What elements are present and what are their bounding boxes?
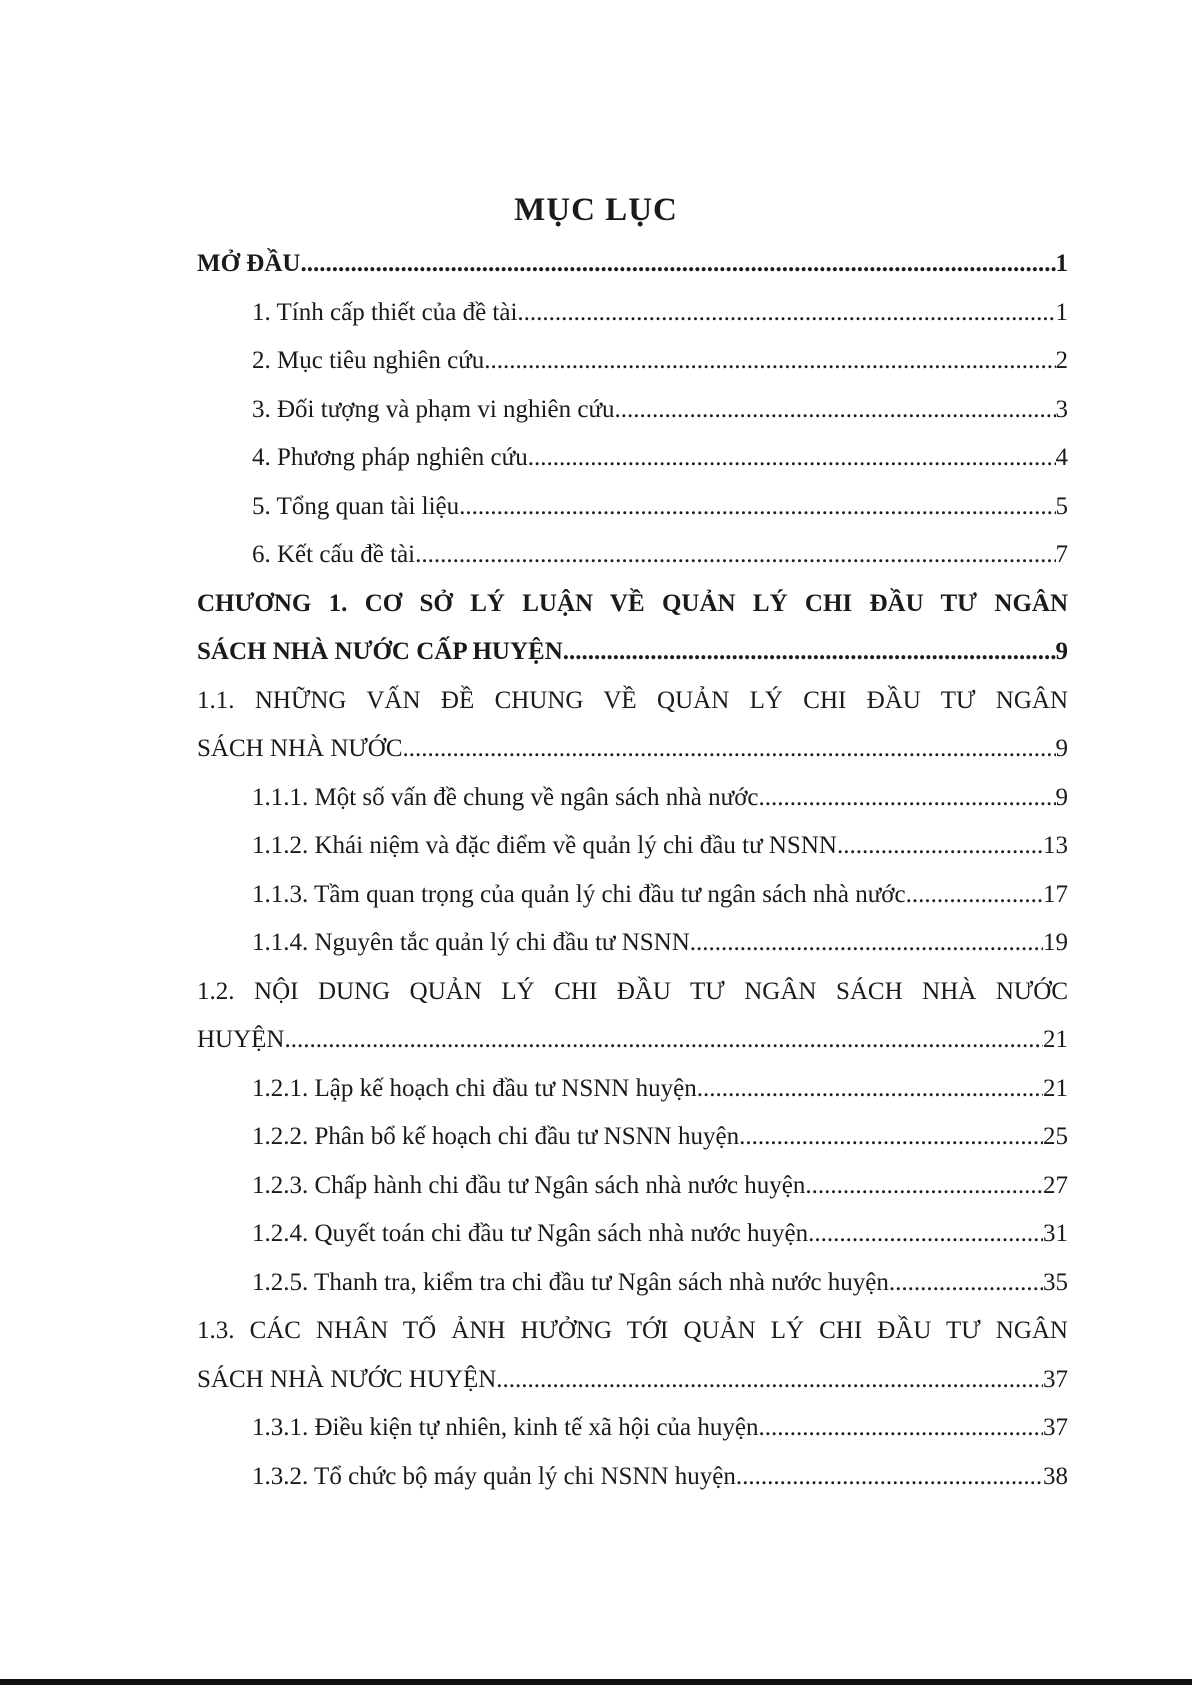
toc-entry[interactable] (197, 240, 1068, 289)
toc-entry[interactable] (197, 1356, 1068, 1405)
toc-entry[interactable] (197, 1113, 1068, 1162)
toc-page-number: 1 (1055, 298, 1068, 326)
toc-entry-text: 1.2.1. Lập kế hoạch chi đầu tư NSNN huyện (252, 1074, 697, 1102)
dot-leader (415, 531, 1055, 580)
toc-entry-text: 4. Phương pháp nghiên cứu (252, 444, 528, 471)
dot-leader (403, 725, 1056, 774)
toc-entry[interactable] (197, 919, 1068, 968)
toc-page-number: 38 (1043, 1462, 1068, 1490)
toc-title: MỤC LỤC (514, 192, 678, 228)
toc-page-number: 7 (1055, 541, 1068, 568)
dot-leader (906, 871, 1043, 920)
toc-page-number: 13 (1043, 832, 1068, 859)
dot-leader (459, 483, 1055, 532)
toc-entry[interactable] (197, 1453, 1068, 1502)
toc-heading-line: 1.1. NHỮNG VẤN ĐỀ CHUNG VỀ QUẢN LÝ CHI ĐẦU TƯ NGÂN (197, 686, 1068, 714)
toc-page-number: 25 (1043, 1123, 1068, 1150)
toc-page-number: 35 (1043, 1268, 1068, 1296)
toc-entry-text: 1.3.1. Điều kiện tự nhiên, kinh tế xã hội của huyện (252, 1414, 759, 1441)
dot-leader (739, 1113, 1043, 1162)
bottom-border (0, 1679, 1192, 1685)
toc-entry-text: HUYỆN (197, 1026, 285, 1053)
toc-entry-text: SÁCH NHÀ NƯỚC (197, 735, 403, 762)
dot-leader (736, 1453, 1043, 1502)
toc-entry[interactable] (197, 1259, 1068, 1308)
toc-page-number: 21 (1043, 1026, 1068, 1053)
dot-leader (615, 386, 1056, 435)
toc-entry[interactable] (197, 531, 1068, 580)
toc-page-number: 21 (1043, 1074, 1068, 1102)
toc-entry[interactable] (197, 628, 1068, 677)
toc-entry[interactable] (197, 725, 1068, 774)
dot-leader (517, 289, 1055, 338)
toc-entry-text: 1.2.2. Phân bổ kế hoạch chi đầu tư NSNN huyện (252, 1123, 740, 1150)
toc-entry-text: 3. Đối tượng và phạm vi nghiên cứu (252, 395, 615, 423)
dot-leader (528, 434, 1056, 483)
toc-page-number: 17 (1043, 880, 1068, 908)
toc-page-number: 4 (1055, 444, 1068, 471)
toc-entry-text: 1.1.3. Tầm quan trọng của quản lý chi đầu tư ngân sách nhà nước (252, 880, 906, 908)
toc-entry-text: 1.2.4. Quyết toán chi đầu tư Ngân sách nhà nước huyện (252, 1220, 809, 1247)
toc-entry-text: 1.1.2. Khái niệm và đặc điểm về quản lý chi đầu tư NSNN (252, 832, 837, 859)
toc-entry[interactable] (197, 1065, 1068, 1114)
toc-entry-text: 1.3.2. Tổ chức bộ máy quản lý chi NSNN huyện (252, 1462, 736, 1490)
dot-leader (300, 240, 1055, 289)
toc-entry-text: 1.1.4. Nguyên tắc quản lý chi đầu tư NSNN (252, 929, 690, 956)
dot-leader (837, 822, 1043, 871)
toc-page-number: 2 (1055, 347, 1068, 374)
toc-entry[interactable] (197, 337, 1068, 386)
toc-entry-text: 2. Mục tiêu nghiên cứu (252, 347, 485, 374)
toc-entry-text: SÁCH NHÀ NƯỚC HUYỆN (197, 1365, 497, 1393)
dot-leader (805, 1162, 1043, 1211)
dot-leader (484, 337, 1055, 386)
toc-entry-text: 1.2.3. Chấp hành chi đầu tư Ngân sách nhà nước huyện (252, 1171, 806, 1199)
toc-entry-text: 5. Tổng quan tài liệu (252, 492, 460, 520)
toc-entry-text: 6. Kết cấu đề tài (252, 541, 416, 568)
toc-page-number: 37 (1043, 1365, 1068, 1393)
toc-entry[interactable] (197, 774, 1068, 823)
toc-list (197, 240, 1068, 1501)
toc-entry-text: 1. Tính cấp thiết của đề tài (252, 298, 518, 326)
toc-entry-text: MỞ ĐẦU (197, 250, 301, 277)
toc-entry[interactable] (197, 1210, 1068, 1259)
toc-page-number: 9 (1055, 735, 1068, 762)
toc-entry[interactable] (197, 1162, 1068, 1211)
toc-page-number: 19 (1043, 929, 1068, 956)
toc-entry[interactable] (197, 871, 1068, 920)
toc-page-number: 9 (1055, 783, 1068, 811)
dot-leader (759, 1404, 1044, 1453)
toc-entry[interactable] (197, 1404, 1068, 1453)
toc-entry[interactable] (197, 434, 1068, 483)
toc-heading-line: 1.3. CÁC NHÂN TỐ ẢNH HƯỞNG TỚI QUẢN LÝ CHI ĐẦU TƯ NGÂN (197, 1317, 1068, 1344)
toc-heading-line: CHƯƠNG 1. CƠ SỞ LÝ LUẬN VỀ QUẢN LÝ CHI ĐẦU TƯ NGÂN (197, 589, 1068, 617)
dot-leader (690, 919, 1043, 968)
toc-page-number: 3 (1055, 395, 1068, 423)
toc-entry[interactable] (197, 289, 1068, 338)
dot-leader (889, 1259, 1043, 1308)
toc-page-number: 9 (1055, 638, 1068, 665)
toc-page-number: 31 (1043, 1220, 1068, 1247)
dot-leader (697, 1065, 1043, 1114)
dot-leader (496, 1356, 1043, 1405)
toc-entry-text: SÁCH NHÀ NƯỚC CẤP HUYỆN (197, 638, 563, 665)
dot-leader (563, 628, 1056, 677)
toc-entry[interactable] (197, 386, 1068, 435)
dot-leader (285, 1016, 1044, 1065)
toc-page-number: 37 (1043, 1414, 1068, 1441)
toc-heading-line: 1.2. NỘI DUNG QUẢN LÝ CHI ĐẦU TƯ NGÂN SÁCH NHÀ NƯỚC (197, 977, 1068, 1005)
dot-leader (808, 1210, 1043, 1259)
toc-page-number: 27 (1043, 1171, 1068, 1199)
toc-page-number: 5 (1055, 492, 1068, 520)
toc-entry-text: 1.2.5. Thanh tra, kiểm tra chi đầu tư Ngân sách nhà nước huyện (252, 1268, 889, 1296)
toc-entry[interactable] (197, 483, 1068, 532)
toc-entry[interactable] (197, 1016, 1068, 1065)
toc-entry-text: 1.1.1. Một số vấn đề chung về ngân sách nhà nước (252, 783, 759, 811)
toc-entry[interactable] (197, 822, 1068, 871)
dot-leader (759, 774, 1056, 823)
toc-page-number: 1 (1055, 250, 1068, 277)
